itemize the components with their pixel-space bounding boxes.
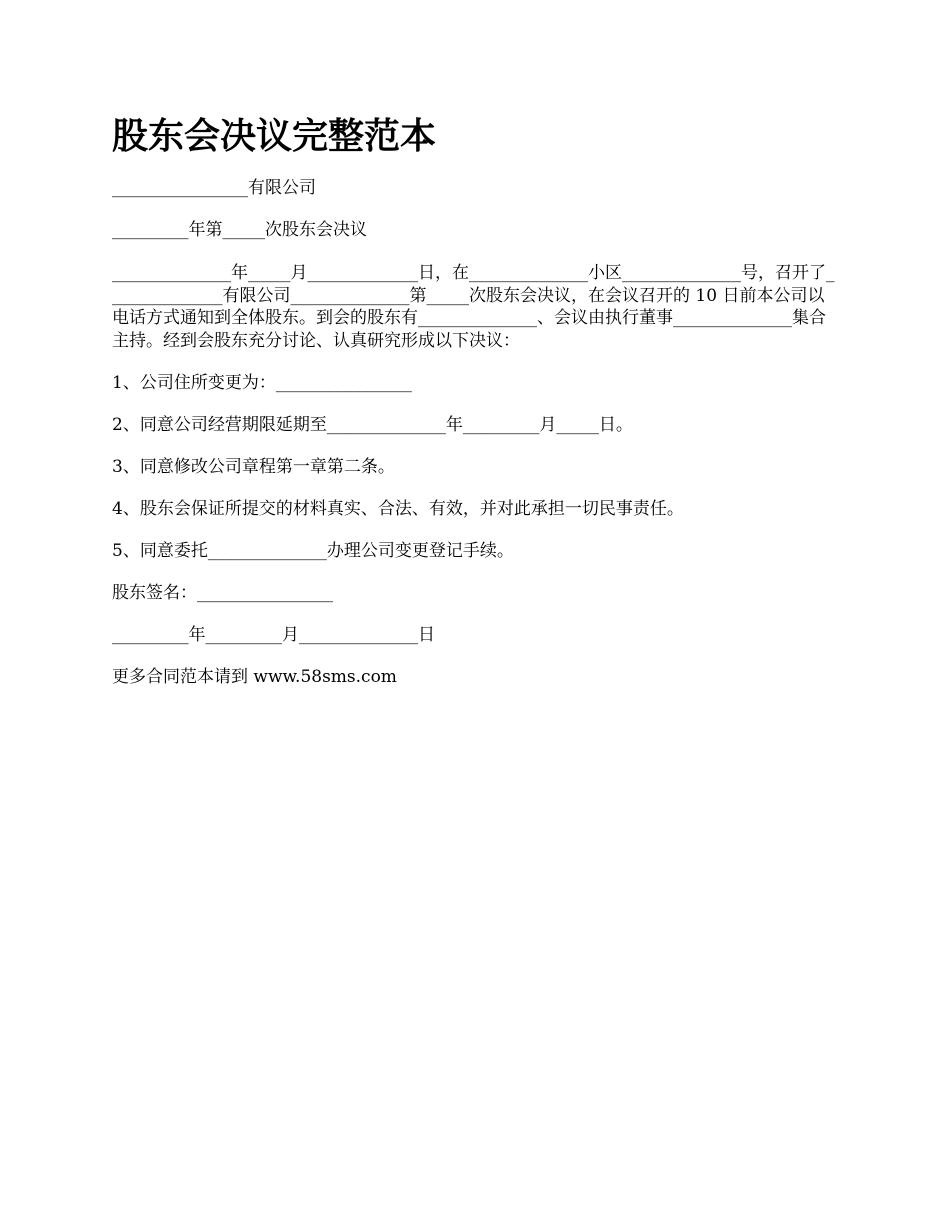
- footer-text: 更多合同范本请到 www.58sms.com: [112, 667, 397, 687]
- intro-paragraph: ______________年_____月_____________日，在______________小区______________号，召开了______________有限公司______________第_____次股东会决议，在会议召开的 10 日前本公司以电话方式通知到全体股东。到会的股东有______________、会议由执行董事______________集合主持。经到会股东充分讨论、认真研究形成以下决议：: [112, 263, 835, 351]
- date-line: _________年_________月______________日: [112, 625, 435, 645]
- resolution-item-3: 3、同意修改公司章程第一章第二条。: [112, 457, 395, 477]
- document-title: 股东会决议完整范本: [112, 115, 437, 157]
- resolution-item-1: 1、公司住所变更为：________________: [112, 373, 412, 393]
- signature-line: 股东签名：________________: [112, 583, 333, 603]
- resolution-item-2: 2、同意公司经营期限延期至______________年_________月_____日。: [112, 415, 633, 435]
- resolution-item-5: 5、同意委托______________办理公司变更登记手续。: [112, 541, 514, 561]
- company-line: ________________有限公司: [112, 178, 316, 198]
- meeting-line: _________年第_____次股东会决议: [112, 220, 367, 240]
- resolution-item-4: 4、股东会保证所提交的材料真实、合法、有效，并对此承担一切民事责任。: [112, 499, 684, 519]
- document-page: [112, 112, 840, 709]
